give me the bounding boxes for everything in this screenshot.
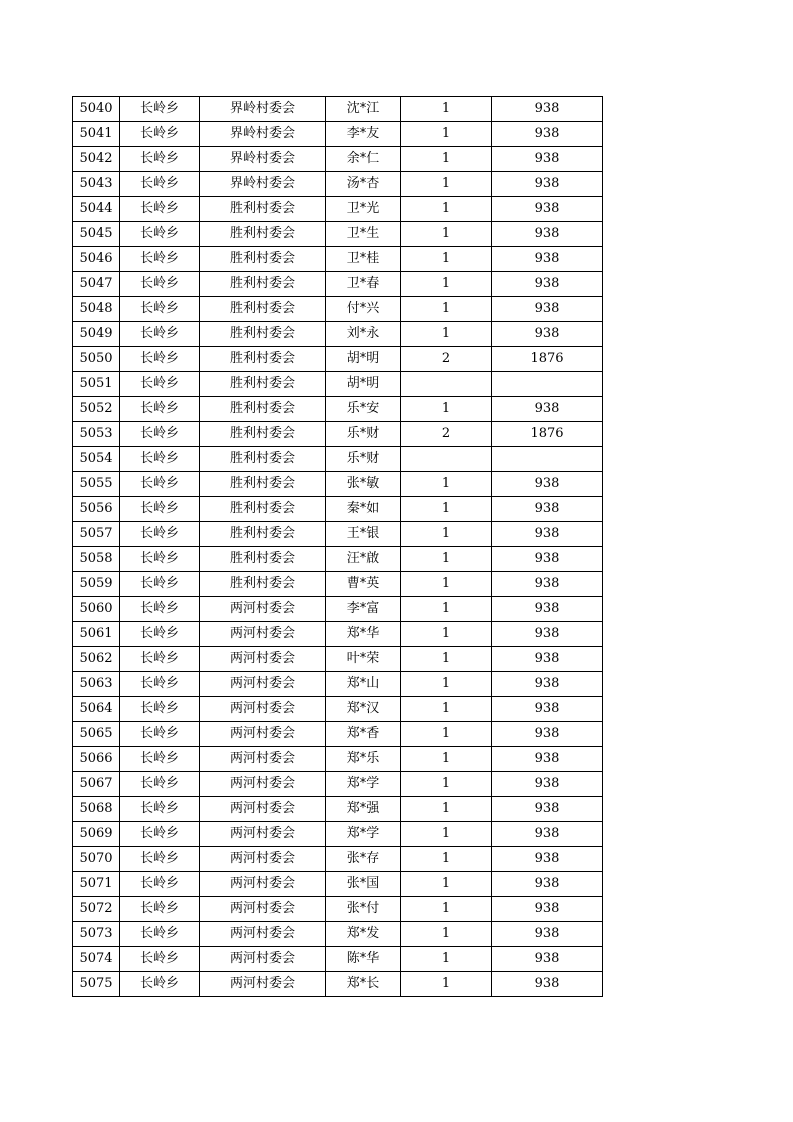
table-row [73, 297, 603, 322]
table-row [73, 197, 603, 222]
count-cell: 1 [401, 972, 492, 997]
table-row [73, 847, 603, 872]
row-number-cell: 5062 [73, 647, 120, 672]
row-number-cell: 5058 [73, 547, 120, 572]
village-committee-cell: 胜利村委会 [200, 272, 326, 297]
village-committee-cell: 胜利村委会 [200, 547, 326, 572]
village-committee-cell: 两河村委会 [200, 922, 326, 947]
village-committee-cell: 胜利村委会 [200, 247, 326, 272]
village-committee-cell: 两河村委会 [200, 672, 326, 697]
village-committee-cell: 两河村委会 [200, 747, 326, 772]
person-name-cell: 张*敏 [326, 472, 401, 497]
village-committee-cell: 胜利村委会 [200, 422, 326, 447]
table-row [73, 772, 603, 797]
township-cell: 长岭乡 [120, 322, 200, 347]
township-cell: 长岭乡 [120, 572, 200, 597]
amount-cell: 938 [492, 947, 603, 972]
person-name-cell: 秦*如 [326, 497, 401, 522]
township-cell: 长岭乡 [120, 972, 200, 997]
village-committee-cell: 两河村委会 [200, 797, 326, 822]
person-name-cell: 郑*华 [326, 622, 401, 647]
table-row [73, 947, 603, 972]
row-number-cell: 5054 [73, 447, 120, 472]
row-number-cell: 5055 [73, 472, 120, 497]
township-cell: 长岭乡 [120, 122, 200, 147]
township-cell: 长岭乡 [120, 272, 200, 297]
count-cell [401, 447, 492, 472]
amount-cell [492, 372, 603, 397]
amount-cell: 938 [492, 797, 603, 822]
person-name-cell: 刘*永 [326, 322, 401, 347]
village-committee-cell: 两河村委会 [200, 897, 326, 922]
table-row [73, 522, 603, 547]
row-number-cell: 5059 [73, 572, 120, 597]
village-committee-cell: 胜利村委会 [200, 572, 326, 597]
village-committee-cell: 胜利村委会 [200, 197, 326, 222]
township-cell: 长岭乡 [120, 297, 200, 322]
amount-cell: 938 [492, 672, 603, 697]
village-committee-cell: 两河村委会 [200, 597, 326, 622]
table-row [73, 972, 603, 997]
table-row [73, 797, 603, 822]
township-cell: 长岭乡 [120, 422, 200, 447]
data-table [72, 96, 603, 997]
amount-cell: 938 [492, 522, 603, 547]
table-row [73, 647, 603, 672]
row-number-cell: 5069 [73, 822, 120, 847]
count-cell: 1 [401, 97, 492, 122]
amount-cell [492, 447, 603, 472]
count-cell: 1 [401, 672, 492, 697]
township-cell: 长岭乡 [120, 847, 200, 872]
township-cell: 长岭乡 [120, 872, 200, 897]
row-number-cell: 5053 [73, 422, 120, 447]
table-row [73, 597, 603, 622]
township-cell: 长岭乡 [120, 97, 200, 122]
count-cell: 1 [401, 272, 492, 297]
amount-cell: 938 [492, 872, 603, 897]
village-committee-cell: 胜利村委会 [200, 297, 326, 322]
person-name-cell: 汤*杏 [326, 172, 401, 197]
table-row [73, 697, 603, 722]
row-number-cell: 5047 [73, 272, 120, 297]
amount-cell: 938 [492, 922, 603, 947]
amount-cell: 938 [492, 847, 603, 872]
amount-cell: 938 [492, 647, 603, 672]
count-cell: 2 [401, 422, 492, 447]
township-cell: 长岭乡 [120, 547, 200, 572]
person-name-cell: 郑*山 [326, 672, 401, 697]
township-cell: 长岭乡 [120, 697, 200, 722]
row-number-cell: 5040 [73, 97, 120, 122]
table-row [73, 547, 603, 572]
count-cell: 1 [401, 922, 492, 947]
village-committee-cell: 两河村委会 [200, 947, 326, 972]
count-cell: 1 [401, 197, 492, 222]
amount-cell: 938 [492, 822, 603, 847]
table-row [73, 222, 603, 247]
row-number-cell: 5070 [73, 847, 120, 872]
amount-cell: 938 [492, 772, 603, 797]
person-name-cell: 郑*长 [326, 972, 401, 997]
row-number-cell: 5074 [73, 947, 120, 972]
township-cell: 长岭乡 [120, 222, 200, 247]
person-name-cell: 胡*明 [326, 372, 401, 397]
table-row [73, 372, 603, 397]
table-row [73, 747, 603, 772]
count-cell: 1 [401, 897, 492, 922]
row-number-cell: 5046 [73, 247, 120, 272]
village-committee-cell: 界岭村委会 [200, 172, 326, 197]
count-cell: 1 [401, 847, 492, 872]
count-cell: 1 [401, 647, 492, 672]
person-name-cell: 汪*啟 [326, 547, 401, 572]
township-cell: 长岭乡 [120, 397, 200, 422]
count-cell: 1 [401, 722, 492, 747]
township-cell: 长岭乡 [120, 372, 200, 397]
amount-cell: 938 [492, 222, 603, 247]
township-cell: 长岭乡 [120, 172, 200, 197]
village-committee-cell: 胜利村委会 [200, 372, 326, 397]
table-row [73, 97, 603, 122]
row-number-cell: 5068 [73, 797, 120, 822]
amount-cell: 938 [492, 172, 603, 197]
amount-cell: 938 [492, 897, 603, 922]
row-number-cell: 5049 [73, 322, 120, 347]
person-name-cell: 郑*学 [326, 772, 401, 797]
count-cell: 1 [401, 297, 492, 322]
table-row [73, 472, 603, 497]
count-cell: 1 [401, 472, 492, 497]
count-cell: 1 [401, 147, 492, 172]
amount-cell: 938 [492, 747, 603, 772]
row-number-cell: 5063 [73, 672, 120, 697]
count-cell: 1 [401, 597, 492, 622]
row-number-cell: 5056 [73, 497, 120, 522]
row-number-cell: 5048 [73, 297, 120, 322]
township-cell: 长岭乡 [120, 797, 200, 822]
table-row [73, 822, 603, 847]
amount-cell: 938 [492, 597, 603, 622]
table-row [73, 447, 603, 472]
amount-cell: 938 [492, 297, 603, 322]
township-cell: 长岭乡 [120, 772, 200, 797]
table-row [73, 172, 603, 197]
table-row [73, 122, 603, 147]
amount-cell: 1876 [492, 347, 603, 372]
township-cell: 长岭乡 [120, 622, 200, 647]
village-committee-cell: 两河村委会 [200, 647, 326, 672]
village-committee-cell: 胜利村委会 [200, 222, 326, 247]
person-name-cell: 卫*春 [326, 272, 401, 297]
person-name-cell: 付*兴 [326, 297, 401, 322]
amount-cell: 938 [492, 197, 603, 222]
village-committee-cell: 界岭村委会 [200, 97, 326, 122]
row-number-cell: 5073 [73, 922, 120, 947]
table-row [73, 922, 603, 947]
township-cell: 长岭乡 [120, 822, 200, 847]
amount-cell: 938 [492, 572, 603, 597]
person-name-cell: 乐*安 [326, 397, 401, 422]
person-name-cell: 乐*财 [326, 447, 401, 472]
table-row [73, 872, 603, 897]
row-number-cell: 5072 [73, 897, 120, 922]
row-number-cell: 5061 [73, 622, 120, 647]
table-row [73, 897, 603, 922]
count-cell: 1 [401, 522, 492, 547]
township-cell: 长岭乡 [120, 922, 200, 947]
row-number-cell: 5057 [73, 522, 120, 547]
village-committee-cell: 两河村委会 [200, 847, 326, 872]
person-name-cell: 张*付 [326, 897, 401, 922]
count-cell: 1 [401, 697, 492, 722]
table-row [73, 722, 603, 747]
person-name-cell: 曹*英 [326, 572, 401, 597]
amount-cell: 938 [492, 322, 603, 347]
village-committee-cell: 两河村委会 [200, 772, 326, 797]
row-number-cell: 5052 [73, 397, 120, 422]
count-cell: 1 [401, 822, 492, 847]
row-number-cell: 5060 [73, 597, 120, 622]
count-cell: 1 [401, 122, 492, 147]
township-cell: 长岭乡 [120, 497, 200, 522]
table-body [73, 97, 603, 997]
person-name-cell: 乐*财 [326, 422, 401, 447]
person-name-cell: 卫*生 [326, 222, 401, 247]
township-cell: 长岭乡 [120, 722, 200, 747]
count-cell: 1 [401, 772, 492, 797]
township-cell: 长岭乡 [120, 947, 200, 972]
count-cell: 1 [401, 172, 492, 197]
township-cell: 长岭乡 [120, 247, 200, 272]
village-committee-cell: 胜利村委会 [200, 472, 326, 497]
count-cell: 1 [401, 622, 492, 647]
table-row [73, 497, 603, 522]
person-name-cell: 郑*强 [326, 797, 401, 822]
township-cell: 长岭乡 [120, 147, 200, 172]
person-name-cell: 余*仁 [326, 147, 401, 172]
table-row [73, 322, 603, 347]
row-number-cell: 5050 [73, 347, 120, 372]
person-name-cell: 李*友 [326, 122, 401, 147]
amount-cell: 938 [492, 397, 603, 422]
row-number-cell: 5043 [73, 172, 120, 197]
amount-cell: 938 [492, 697, 603, 722]
count-cell: 1 [401, 247, 492, 272]
person-name-cell: 陈*华 [326, 947, 401, 972]
count-cell: 1 [401, 747, 492, 772]
township-cell: 长岭乡 [120, 197, 200, 222]
person-name-cell: 卫*光 [326, 197, 401, 222]
amount-cell: 938 [492, 97, 603, 122]
village-committee-cell: 两河村委会 [200, 872, 326, 897]
village-committee-cell: 胜利村委会 [200, 497, 326, 522]
person-name-cell: 郑*发 [326, 922, 401, 947]
village-committee-cell: 胜利村委会 [200, 447, 326, 472]
row-number-cell: 5064 [73, 697, 120, 722]
row-number-cell: 5042 [73, 147, 120, 172]
row-number-cell: 5071 [73, 872, 120, 897]
amount-cell: 938 [492, 472, 603, 497]
village-committee-cell: 胜利村委会 [200, 522, 326, 547]
count-cell: 1 [401, 547, 492, 572]
amount-cell: 938 [492, 622, 603, 647]
township-cell: 长岭乡 [120, 522, 200, 547]
row-number-cell: 5051 [73, 372, 120, 397]
row-number-cell: 5075 [73, 972, 120, 997]
count-cell: 1 [401, 497, 492, 522]
person-name-cell: 郑*乐 [326, 747, 401, 772]
village-committee-cell: 两河村委会 [200, 697, 326, 722]
count-cell: 2 [401, 347, 492, 372]
person-name-cell: 王*银 [326, 522, 401, 547]
count-cell: 1 [401, 572, 492, 597]
township-cell: 长岭乡 [120, 647, 200, 672]
count-cell: 1 [401, 872, 492, 897]
amount-cell: 938 [492, 147, 603, 172]
count-cell: 1 [401, 947, 492, 972]
township-cell: 长岭乡 [120, 597, 200, 622]
amount-cell: 938 [492, 547, 603, 572]
table-row [73, 347, 603, 372]
amount-cell: 938 [492, 122, 603, 147]
township-cell: 长岭乡 [120, 897, 200, 922]
person-name-cell: 李*富 [326, 597, 401, 622]
row-number-cell: 5066 [73, 747, 120, 772]
person-name-cell: 叶*荣 [326, 647, 401, 672]
village-committee-cell: 两河村委会 [200, 622, 326, 647]
village-committee-cell: 界岭村委会 [200, 147, 326, 172]
table-row [73, 422, 603, 447]
village-committee-cell: 胜利村委会 [200, 397, 326, 422]
township-cell: 长岭乡 [120, 747, 200, 772]
township-cell: 长岭乡 [120, 672, 200, 697]
village-committee-cell: 两河村委会 [200, 722, 326, 747]
amount-cell: 938 [492, 272, 603, 297]
table-row [73, 672, 603, 697]
row-number-cell: 5065 [73, 722, 120, 747]
count-cell: 1 [401, 222, 492, 247]
count-cell: 1 [401, 322, 492, 347]
village-committee-cell: 胜利村委会 [200, 347, 326, 372]
amount-cell: 1876 [492, 422, 603, 447]
amount-cell: 938 [492, 972, 603, 997]
table-row [73, 622, 603, 647]
person-name-cell: 沈*江 [326, 97, 401, 122]
person-name-cell: 郑*香 [326, 722, 401, 747]
person-name-cell: 张*国 [326, 872, 401, 897]
township-cell: 长岭乡 [120, 347, 200, 372]
count-cell [401, 372, 492, 397]
row-number-cell: 5041 [73, 122, 120, 147]
amount-cell: 938 [492, 497, 603, 522]
township-cell: 长岭乡 [120, 447, 200, 472]
table-row [73, 572, 603, 597]
row-number-cell: 5045 [73, 222, 120, 247]
village-committee-cell: 两河村委会 [200, 972, 326, 997]
row-number-cell: 5067 [73, 772, 120, 797]
village-committee-cell: 两河村委会 [200, 822, 326, 847]
table-row [73, 147, 603, 172]
table-row [73, 272, 603, 297]
amount-cell: 938 [492, 722, 603, 747]
amount-cell: 938 [492, 247, 603, 272]
village-committee-cell: 胜利村委会 [200, 322, 326, 347]
table-row [73, 397, 603, 422]
table-row [73, 247, 603, 272]
count-cell: 1 [401, 797, 492, 822]
township-cell: 长岭乡 [120, 472, 200, 497]
person-name-cell: 张*存 [326, 847, 401, 872]
person-name-cell: 胡*明 [326, 347, 401, 372]
village-committee-cell: 界岭村委会 [200, 122, 326, 147]
row-number-cell: 5044 [73, 197, 120, 222]
count-cell: 1 [401, 397, 492, 422]
person-name-cell: 郑*学 [326, 822, 401, 847]
person-name-cell: 郑*汉 [326, 697, 401, 722]
person-name-cell: 卫*桂 [326, 247, 401, 272]
